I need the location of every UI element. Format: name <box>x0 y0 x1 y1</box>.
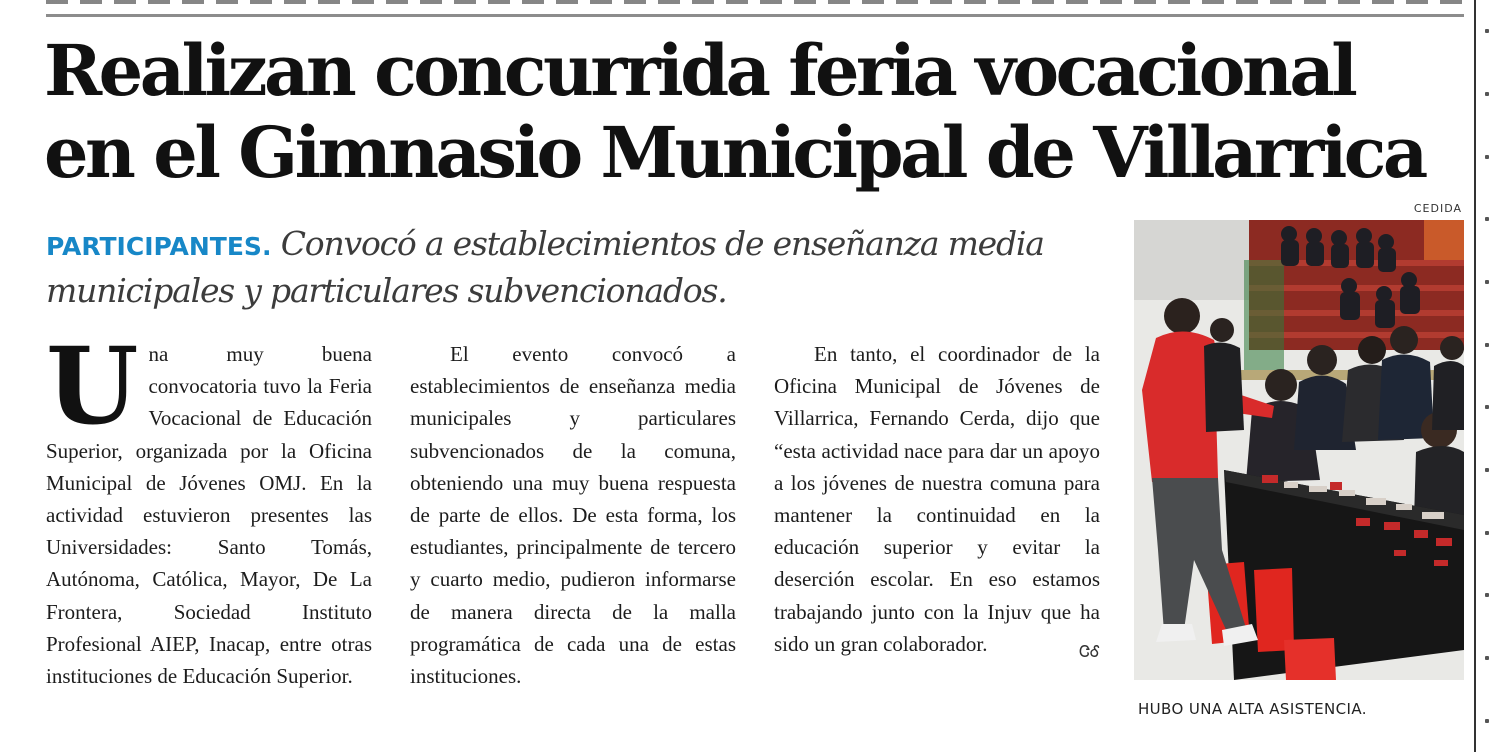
photo-credit: CEDIDA <box>1413 202 1462 215</box>
headline-line-1: Realizan concurrida feria vocacional <box>44 29 1355 112</box>
body-column-3 <box>774 338 1100 668</box>
event-photo <box>1134 220 1464 680</box>
drop-cap: U <box>46 323 139 448</box>
deck-text: Convocó a establecimientos de enseñanza media municipales y particulares subvencionados. <box>46 224 1044 310</box>
deck <box>46 222 1086 313</box>
body-text-1: na muy buena convocatoria tuvo la Feria Vocacional de Educación Superior, organizada por la Oficina Municipal de Jóvenes OMJ. En la actividad estuvieron presentes las Universidades: Santo Tomás, Autónoma, Católica, Mayor, De La Frontera, Sociedad Instituto Profesional AIEP, Inacap, entre otras instituciones de Educación Superior. <box>46 342 372 689</box>
previous-article-ink <box>46 0 1464 4</box>
headline <box>44 29 1425 194</box>
body-column-2 <box>410 338 736 692</box>
headline-line-2: en el Gimnasio Municipal de Villarrica <box>44 111 1425 194</box>
adjacent-column-edge <box>1478 0 1496 752</box>
body-column-1 <box>46 323 372 692</box>
end-mark-icon: ᏣᎴ <box>1079 641 1100 661</box>
column-divider <box>1474 0 1476 752</box>
photo-caption: HUBO UNA ALTA ASISTENCIA. <box>1138 700 1367 718</box>
body-text-2: El evento convocó a establecimientos de enseñanza media municipales y particulares subvencionados de la comuna, obteniendo una muy buena respuesta de parte de ellos. De esta forma, los estudiantes, principalmente de tercero y cuarto medio, pudieron informarse de manera directa de la malla programática de cada una de estas instituciones. <box>410 342 736 689</box>
event-photo-image <box>1134 220 1464 680</box>
body-text-3: En tanto, el coordinador de la Oficina Municipal de Jóvenes de Villarrica, Fernando Cerda, dijo que “esta actividad nace para dar un apoyo a los jóvenes de nuestra comuna para mantener la continuidad en la educación superior y evitar la deserción escolar. En eso estamos trabajando junto con la Injuv que ha sido un gran colaborador. <box>774 342 1100 656</box>
top-divider <box>46 14 1464 17</box>
kicker: PARTICIPANTES. <box>46 232 272 261</box>
